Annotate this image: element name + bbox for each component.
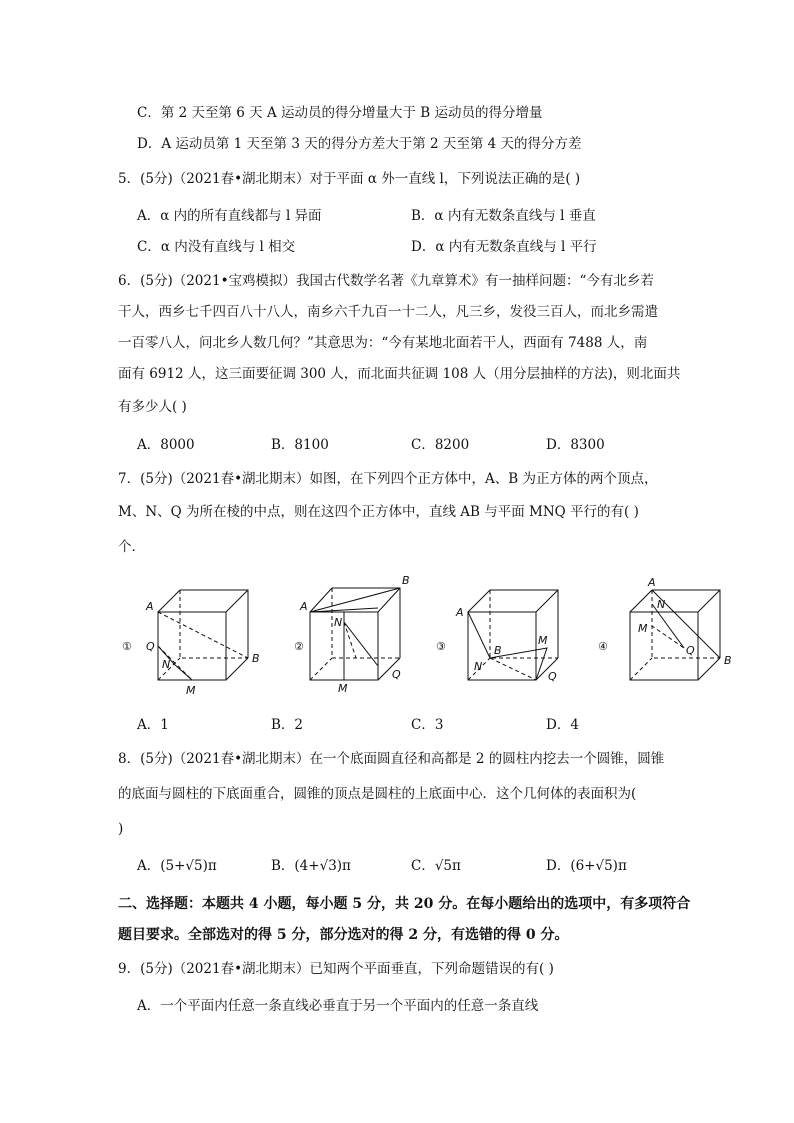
section-2-line-2: 题目要求。全部选对的得 5 分，部分选对的得 2 分，有选错的得 0 分。 [118, 927, 569, 943]
cube-1-label-m: M [186, 684, 196, 697]
cube-4-label-b: B [724, 654, 732, 667]
q7-line-3: 个． [118, 539, 145, 555]
q9-stem: 9．(5分)（2021春•湖北期末）已知两个平面垂直，下列命题错误的有( ) [118, 961, 554, 977]
cube-2-label-b: B [402, 574, 410, 587]
cube-1-number: ① [122, 640, 132, 653]
q8-option-b: B．(4+√3)π [271, 858, 351, 874]
cube-4-label-m: M [638, 622, 648, 635]
q7-option-a: A．1 [137, 717, 169, 733]
cube-2-number: ② [294, 640, 304, 653]
q6-option-d: D．8300 [546, 437, 605, 453]
cube-3 [436, 590, 558, 683]
cube-3-label-b: B [494, 644, 502, 657]
cube-1-label-n: N [162, 658, 171, 671]
q7-line-1: 7．(5分)（2021春•湖北期末）如图，在下列四个正方体中，A、B 为正方体的两个顶点， [118, 471, 658, 487]
cube-4 [598, 576, 732, 680]
q5-option-c: C．α 内没有直线与 l 相交 [137, 239, 296, 255]
q5-stem: 5．(5分)（2021春•湖北期末）对于平面 α 外一直线 l，下列说法正确的是( ) [118, 171, 581, 187]
q6-option-a: A．8000 [137, 437, 195, 453]
cube-1-label-q: Q [146, 640, 155, 653]
cube-3-number: ③ [436, 640, 446, 653]
cube-2-label-q: Q [392, 668, 401, 681]
q6-option-b: B．8100 [271, 437, 329, 453]
q6-line-1: 6．(5分)（2021•宝鸡模拟）我国古代数学名著《九章算术》有一抽样问题：“今有北乡若 [118, 273, 654, 289]
cube-4-number: ④ [598, 640, 608, 653]
q6-option-c: C．8200 [411, 437, 470, 453]
q7-option-d: D．4 [546, 717, 579, 733]
q9-option-a: A．一个平面内任意一条直线必垂直于另一个平面内的任意一条直线 [137, 998, 539, 1014]
cube-1 [122, 590, 260, 697]
cube-4-label-q: Q [686, 644, 695, 657]
cube-2-label-n: N [334, 616, 343, 629]
cube-1-label-a: A [146, 600, 154, 613]
section-2-line-1: 二、选择题：本题共 4 小题，每小题 5 分，共 20 分。在每小题给出的选项中，有多项符合 [118, 896, 691, 912]
cube-3-label-a: A [456, 606, 464, 619]
q7-line-2: M、N、Q 为所在棱的中点，则在这四个正方体中，直线 AB 与平面 MNQ 平行的有( ) [118, 504, 639, 520]
q8-line-3: ) [118, 821, 124, 837]
cube-2-label-a: A [300, 600, 308, 613]
q8-option-a: A．(5+√5)π [137, 858, 217, 874]
q6-line-2: 干人，西乡七千四百八十八人，南乡六千九百一十二人，凡三乡，发役三百人，而北乡需遣 [118, 304, 658, 320]
cube-4-label-a: A [648, 576, 656, 589]
q7-option-b: B．2 [271, 717, 304, 733]
cube-1-label-b: B [252, 652, 260, 665]
q8-option-d: D．(6+√5)π [546, 858, 627, 874]
q5-option-b: B．α 内有无数条直线与 l 垂直 [411, 208, 596, 224]
cube-3-label-q: Q [548, 670, 557, 683]
q8-option-c: C．√5π [411, 858, 461, 874]
q6-line-4: 面有 6912 人，这三面要征调 300 人，而北面共征调 108 人（用分层抽样的方法)，则北面共 [118, 366, 681, 382]
q5-option-a: A．α 内的所有直线都与 l 异面 [137, 208, 322, 224]
q7-option-c: C．3 [411, 717, 444, 733]
q4-option-c: C．第 2 天至第 6 天 A 运动员的得分增量大于 B 运动员的得分增量 [137, 105, 543, 121]
cube-3-label-m: M [538, 634, 548, 647]
cube-3-label-n: N [474, 660, 483, 673]
q8-line-1: 8．(5分)（2021春•湖北期末）在一个底面圆直径和高都是 2 的圆柱内挖去一个圆锥，圆锥 [118, 751, 665, 767]
q8-line-2: 的底面与圆柱的下底面重合，圆锥的顶点是圆柱的上底面中心．这个几何体的表面积为( [118, 786, 637, 802]
cube-4-label-n: N [657, 598, 666, 611]
cube-2-label-m: M [338, 682, 348, 695]
q5-option-d: D．α 内有无数条直线与 l 平行 [411, 239, 597, 255]
q6-line-3: 一百零八人，问北乡人数几何？”其意思为：“今有某地北面若干人，西面有 7488 人，南 [118, 335, 648, 351]
q4-option-d: D．A 运动员第 1 天至第 3 天的得分方差大于第 2 天至第 4 天的得分方差 [137, 136, 582, 152]
q6-line-5: 有多少人( ) [118, 399, 187, 415]
cube-2 [294, 574, 410, 695]
cube-figure [110, 570, 740, 705]
